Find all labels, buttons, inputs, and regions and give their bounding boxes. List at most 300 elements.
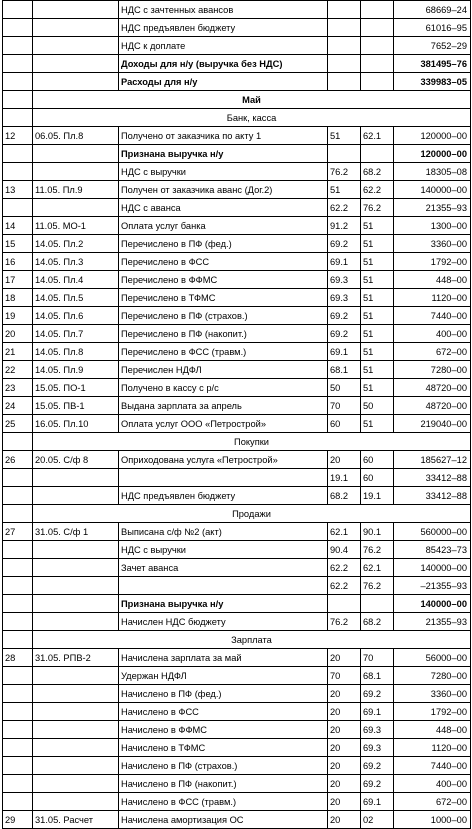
entry-number	[3, 721, 33, 739]
entry-amount: 7440–00	[394, 307, 471, 325]
entry-document: 14.05. Пл.2	[33, 235, 119, 253]
entry-number: 23	[3, 379, 33, 397]
entry-amount: 219040–00	[394, 415, 471, 433]
journal-row	[3, 559, 471, 577]
journal-row	[3, 577, 471, 595]
debit-account	[328, 73, 361, 91]
entry-document: 14.05. Пл.6	[33, 307, 119, 325]
entry-description: Доходы для н/у (выручка без НДС)	[119, 55, 328, 73]
entry-number	[3, 1, 33, 19]
entry-amount: 61016–95	[394, 19, 471, 37]
entry-amount: 140000–00	[394, 181, 471, 199]
journal-row	[3, 541, 471, 559]
journal-row	[3, 793, 471, 811]
entry-description: НДС с зачтенных авансов	[119, 1, 328, 19]
entry-amount: 7440–00	[394, 757, 471, 775]
entry-document: 14.05. Пл.7	[33, 325, 119, 343]
entry-description: Начислено в ПФ (страхов.)	[119, 757, 328, 775]
entry-number	[3, 577, 33, 595]
entry-amount: 400–00	[394, 325, 471, 343]
journal-row	[3, 307, 471, 325]
entry-amount: 185627–12	[394, 451, 471, 469]
entry-description: Начислено в ТФМС	[119, 739, 328, 757]
entry-number	[3, 145, 33, 163]
credit-account	[361, 37, 394, 55]
entry-description: НДС предъявлен бюджету	[119, 19, 328, 37]
entry-document	[33, 595, 119, 613]
entry-document	[33, 37, 119, 55]
entry-amount: 1120–00	[394, 289, 471, 307]
entry-description: Оплата услуг банка	[119, 217, 328, 235]
credit-account: 90.1	[361, 523, 394, 541]
entry-description: НДС с выручки	[119, 163, 328, 181]
debit-account: 51	[328, 181, 361, 199]
credit-account	[361, 73, 394, 91]
entry-amount: 33412–88	[394, 487, 471, 505]
journal-row	[3, 325, 471, 343]
entry-amount: 140000–00	[394, 559, 471, 577]
entry-description: НДС предъявлен бюджету	[119, 487, 328, 505]
debit-account: 19.1	[328, 469, 361, 487]
entry-description: НДС с выручки	[119, 541, 328, 559]
entry-amount: 85423–73	[394, 541, 471, 559]
section-heading: Банк, касса	[33, 109, 471, 127]
journal-row	[3, 19, 471, 37]
entry-number: 15	[3, 235, 33, 253]
credit-account: 69.1	[361, 793, 394, 811]
entry-description: Перечислено в ФСС (травм.)	[119, 343, 328, 361]
credit-account: 62.2	[361, 181, 394, 199]
journal-row	[3, 703, 471, 721]
entry-document: 16.05. Пл.10	[33, 415, 119, 433]
entry-description: Перечислено в ТФМС	[119, 289, 328, 307]
section-heading: Продажи	[33, 505, 471, 523]
credit-account: 68.1	[361, 667, 394, 685]
debit-account: 20	[328, 757, 361, 775]
entry-number	[3, 541, 33, 559]
entry-number	[3, 163, 33, 181]
entry-number	[3, 37, 33, 55]
debit-account	[328, 1, 361, 19]
entry-document: 14.05. Пл.5	[33, 289, 119, 307]
journal-row	[3, 523, 471, 541]
credit-account: 62.1	[361, 559, 394, 577]
section-row	[3, 505, 471, 523]
debit-account: 20	[328, 739, 361, 757]
debit-account: 91.2	[328, 217, 361, 235]
entry-document	[33, 73, 119, 91]
entry-number	[3, 469, 33, 487]
section-spacer	[3, 631, 33, 649]
credit-account: 51	[361, 343, 394, 361]
section-heading: Покупки	[33, 433, 471, 451]
credit-account: 76.2	[361, 199, 394, 217]
entry-amount: 339983–05	[394, 73, 471, 91]
entry-amount: 56000–00	[394, 649, 471, 667]
journal-row	[3, 37, 471, 55]
entry-number: 13	[3, 181, 33, 199]
credit-account: 51	[361, 379, 394, 397]
debit-account: 69.2	[328, 307, 361, 325]
entry-amount: 21355–93	[394, 613, 471, 631]
entry-description: Признана выручка н/у	[119, 595, 328, 613]
entry-document	[33, 55, 119, 73]
entry-document: 15.05. ПО-1	[33, 379, 119, 397]
entry-number	[3, 613, 33, 631]
section-row	[3, 109, 471, 127]
credit-account: 68.2	[361, 613, 394, 631]
journal-row	[3, 55, 471, 73]
debit-account: 76.2	[328, 613, 361, 631]
section-heading: Май	[33, 91, 471, 109]
entry-amount: 672–00	[394, 343, 471, 361]
entry-description	[119, 577, 328, 595]
entry-description: Начислено в ФФМС	[119, 721, 328, 739]
entry-number	[3, 703, 33, 721]
entry-amount: 7280–00	[394, 361, 471, 379]
entry-number	[3, 793, 33, 811]
journal-row	[3, 451, 471, 469]
debit-account: 70	[328, 397, 361, 415]
entry-description: Оприходована услуга «Петрострой»	[119, 451, 328, 469]
entry-amount: 140000–00	[394, 595, 471, 613]
journal-row	[3, 199, 471, 217]
entry-document	[33, 19, 119, 37]
journal-row	[3, 235, 471, 253]
credit-account: 76.2	[361, 541, 394, 559]
entry-number: 22	[3, 361, 33, 379]
credit-account: 51	[361, 235, 394, 253]
entry-number	[3, 685, 33, 703]
entry-document: 31.05. РПВ-2	[33, 649, 119, 667]
entry-description: Начислена амортизация ОС	[119, 811, 328, 829]
entry-number: 28	[3, 649, 33, 667]
entry-amount: 1300–00	[394, 217, 471, 235]
credit-account	[361, 595, 394, 613]
entry-document	[33, 199, 119, 217]
debit-account: 68.1	[328, 361, 361, 379]
debit-account: 60	[328, 415, 361, 433]
entry-document: 14.05. Пл.3	[33, 253, 119, 271]
credit-account: 51	[361, 361, 394, 379]
journal-row	[3, 685, 471, 703]
entry-description: Перечислено в ПФ (накопит.)	[119, 325, 328, 343]
credit-account: 19.1	[361, 487, 394, 505]
entry-document	[33, 757, 119, 775]
entry-document	[33, 775, 119, 793]
entry-document: 14.05. Пл.4	[33, 271, 119, 289]
credit-account	[361, 145, 394, 163]
entry-number	[3, 757, 33, 775]
debit-account: 20	[328, 451, 361, 469]
entry-description: Признана выручка н/у	[119, 145, 328, 163]
entry-amount: 120000–00	[394, 127, 471, 145]
entry-number: 16	[3, 253, 33, 271]
entry-document: 14.05. Пл.9	[33, 361, 119, 379]
entry-description: Получено в кассу с р/с	[119, 379, 328, 397]
section-spacer	[3, 505, 33, 523]
debit-account: 20	[328, 811, 361, 829]
entry-number: 20	[3, 325, 33, 343]
credit-account: 62.1	[361, 127, 394, 145]
debit-account: 20	[328, 685, 361, 703]
entry-description: Начислен НДС бюджету	[119, 613, 328, 631]
journal-row	[3, 253, 471, 271]
journal-row	[3, 721, 471, 739]
entry-document: 31.05. С/ф 1	[33, 523, 119, 541]
journal-row	[3, 181, 471, 199]
debit-account: 20	[328, 649, 361, 667]
entry-document	[33, 667, 119, 685]
entry-document	[33, 739, 119, 757]
journal-row	[3, 613, 471, 631]
section-row	[3, 631, 471, 649]
entry-amount: –21355–93	[394, 577, 471, 595]
entry-number	[3, 559, 33, 577]
credit-account: 51	[361, 253, 394, 271]
entry-amount: 48720–00	[394, 397, 471, 415]
entry-amount: 1792–00	[394, 253, 471, 271]
credit-account: 51	[361, 217, 394, 235]
entry-description: Начислено в ФСС (травм.)	[119, 793, 328, 811]
journal-row	[3, 217, 471, 235]
entry-description	[119, 469, 328, 487]
journal-body	[3, 1, 471, 829]
entry-number: 25	[3, 415, 33, 433]
credit-account	[361, 1, 394, 19]
debit-account: 62.2	[328, 559, 361, 577]
journal-row	[3, 757, 471, 775]
credit-account: 60	[361, 451, 394, 469]
entry-document	[33, 163, 119, 181]
credit-account: 70	[361, 649, 394, 667]
entry-amount: 400–00	[394, 775, 471, 793]
entry-number: 24	[3, 397, 33, 415]
entry-amount: 120000–00	[394, 145, 471, 163]
journal-row	[3, 739, 471, 757]
entry-number	[3, 73, 33, 91]
entry-document: 06.05. Пл.8	[33, 127, 119, 145]
credit-account: 50	[361, 397, 394, 415]
debit-account: 69.3	[328, 289, 361, 307]
credit-account: 69.2	[361, 775, 394, 793]
credit-account: 69.1	[361, 703, 394, 721]
entry-description: Выдана зарплата за апрель	[119, 397, 328, 415]
entry-amount: 448–00	[394, 271, 471, 289]
debit-account	[328, 37, 361, 55]
credit-account	[361, 55, 394, 73]
section-heading: Зарплата	[33, 631, 471, 649]
debit-account	[328, 145, 361, 163]
entry-description: Получен от заказчика аванс (Дог.2)	[119, 181, 328, 199]
entry-amount: 1792–00	[394, 703, 471, 721]
journal-row	[3, 127, 471, 145]
credit-account: 76.2	[361, 577, 394, 595]
debit-account: 70	[328, 667, 361, 685]
entry-number: 27	[3, 523, 33, 541]
journal-row	[3, 595, 471, 613]
debit-account: 90.4	[328, 541, 361, 559]
entry-description: Начислено в ПФ (фед.)	[119, 685, 328, 703]
journal-row	[3, 145, 471, 163]
entry-document	[33, 703, 119, 721]
journal-row	[3, 289, 471, 307]
entry-number	[3, 775, 33, 793]
journal-row	[3, 379, 471, 397]
credit-account: 60	[361, 469, 394, 487]
credit-account: 69.3	[361, 739, 394, 757]
entry-document	[33, 469, 119, 487]
entry-description: Начислено в ПФ (накопит.)	[119, 775, 328, 793]
entry-amount: 448–00	[394, 721, 471, 739]
entry-description: Расходы для н/у	[119, 73, 328, 91]
entry-document	[33, 487, 119, 505]
debit-account: 69.2	[328, 325, 361, 343]
entry-description: Перечислен НДФЛ	[119, 361, 328, 379]
debit-account: 69.2	[328, 235, 361, 253]
credit-account: 69.3	[361, 721, 394, 739]
debit-account	[328, 595, 361, 613]
entry-number	[3, 55, 33, 73]
section-row	[3, 433, 471, 451]
entry-document	[33, 721, 119, 739]
entry-document: 20.05. С/ф 8	[33, 451, 119, 469]
entry-number: 12	[3, 127, 33, 145]
credit-account: 51	[361, 325, 394, 343]
credit-account: 51	[361, 415, 394, 433]
journal-row	[3, 775, 471, 793]
journal-row	[3, 1, 471, 19]
entry-number: 19	[3, 307, 33, 325]
entry-number	[3, 19, 33, 37]
entry-amount: 33412–88	[394, 469, 471, 487]
journal-row	[3, 343, 471, 361]
entry-document	[33, 613, 119, 631]
debit-account: 68.2	[328, 487, 361, 505]
credit-account: 69.2	[361, 685, 394, 703]
section-spacer	[3, 433, 33, 451]
credit-account: 51	[361, 307, 394, 325]
credit-account: 51	[361, 271, 394, 289]
debit-account: 20	[328, 703, 361, 721]
journal-row	[3, 469, 471, 487]
entry-number: 21	[3, 343, 33, 361]
debit-account: 62.2	[328, 199, 361, 217]
debit-account: 50	[328, 379, 361, 397]
entry-number	[3, 739, 33, 757]
entry-amount: 381495–76	[394, 55, 471, 73]
entry-amount: 1120–00	[394, 739, 471, 757]
credit-account	[361, 19, 394, 37]
entry-number: 17	[3, 271, 33, 289]
entry-number	[3, 487, 33, 505]
entry-description: Зачет аванса	[119, 559, 328, 577]
entry-document: 15.05. ПВ-1	[33, 397, 119, 415]
credit-account: 69.2	[361, 757, 394, 775]
entry-document	[33, 541, 119, 559]
entry-amount: 1000–00	[394, 811, 471, 829]
entry-document	[33, 577, 119, 595]
debit-account: 20	[328, 721, 361, 739]
entry-description: Удержан НДФЛ	[119, 667, 328, 685]
entry-number	[3, 595, 33, 613]
debit-account: 76.2	[328, 163, 361, 181]
entry-description: НДС к доплате	[119, 37, 328, 55]
journal-table	[2, 0, 471, 829]
journal-row	[3, 361, 471, 379]
entry-amount: 21355–93	[394, 199, 471, 217]
entry-amount: 18305–08	[394, 163, 471, 181]
entry-number	[3, 667, 33, 685]
journal-row	[3, 487, 471, 505]
debit-account	[328, 55, 361, 73]
entry-amount: 3360–00	[394, 235, 471, 253]
entry-document	[33, 145, 119, 163]
entry-document: 14.05. Пл.8	[33, 343, 119, 361]
debit-account: 69.1	[328, 253, 361, 271]
journal-row	[3, 649, 471, 667]
journal-row	[3, 271, 471, 289]
debit-account	[328, 19, 361, 37]
entry-document: 31.05. Расчет	[33, 811, 119, 829]
entry-amount: 48720–00	[394, 379, 471, 397]
credit-account: 51	[361, 289, 394, 307]
section-spacer	[3, 109, 33, 127]
credit-account: 68.2	[361, 163, 394, 181]
debit-account: 69.1	[328, 343, 361, 361]
entry-description: Получено от заказчика по акту 1	[119, 127, 328, 145]
credit-account: 02	[361, 811, 394, 829]
entry-document	[33, 559, 119, 577]
entry-description: Перечислено в ПФ (фед.)	[119, 235, 328, 253]
entry-number: 14	[3, 217, 33, 235]
entry-document	[33, 1, 119, 19]
entry-document: 11.05. МО-1	[33, 217, 119, 235]
entry-amount: 672–00	[394, 793, 471, 811]
journal-row	[3, 397, 471, 415]
entry-description: Выписана с/ф №2 (акт)	[119, 523, 328, 541]
section-row	[3, 91, 471, 109]
entry-description: Оплата услуг ООО «Петрострой»	[119, 415, 328, 433]
journal-row	[3, 415, 471, 433]
entry-number	[3, 199, 33, 217]
debit-account: 62.1	[328, 523, 361, 541]
entry-description: Начислено в ФСС	[119, 703, 328, 721]
entry-amount: 3360–00	[394, 685, 471, 703]
debit-account: 62.2	[328, 577, 361, 595]
entry-document	[33, 793, 119, 811]
entry-number: 26	[3, 451, 33, 469]
entry-amount: 560000–00	[394, 523, 471, 541]
entry-description: Перечислено в ПФ (страхов.)	[119, 307, 328, 325]
entry-description: НДС с аванса	[119, 199, 328, 217]
debit-account: 69.3	[328, 271, 361, 289]
debit-account: 20	[328, 775, 361, 793]
entry-description: Перечислено в ФСС	[119, 253, 328, 271]
entry-amount: 68669–24	[394, 1, 471, 19]
debit-account: 20	[328, 793, 361, 811]
journal-row	[3, 811, 471, 829]
entry-amount: 7280–00	[394, 667, 471, 685]
journal-row	[3, 73, 471, 91]
journal-row	[3, 163, 471, 181]
entry-description: Перечислено в ФФМС	[119, 271, 328, 289]
journal-row	[3, 667, 471, 685]
entry-number: 29	[3, 811, 33, 829]
debit-account: 51	[328, 127, 361, 145]
entry-document: 11.05. Пл.9	[33, 181, 119, 199]
entry-amount: 7652–29	[394, 37, 471, 55]
